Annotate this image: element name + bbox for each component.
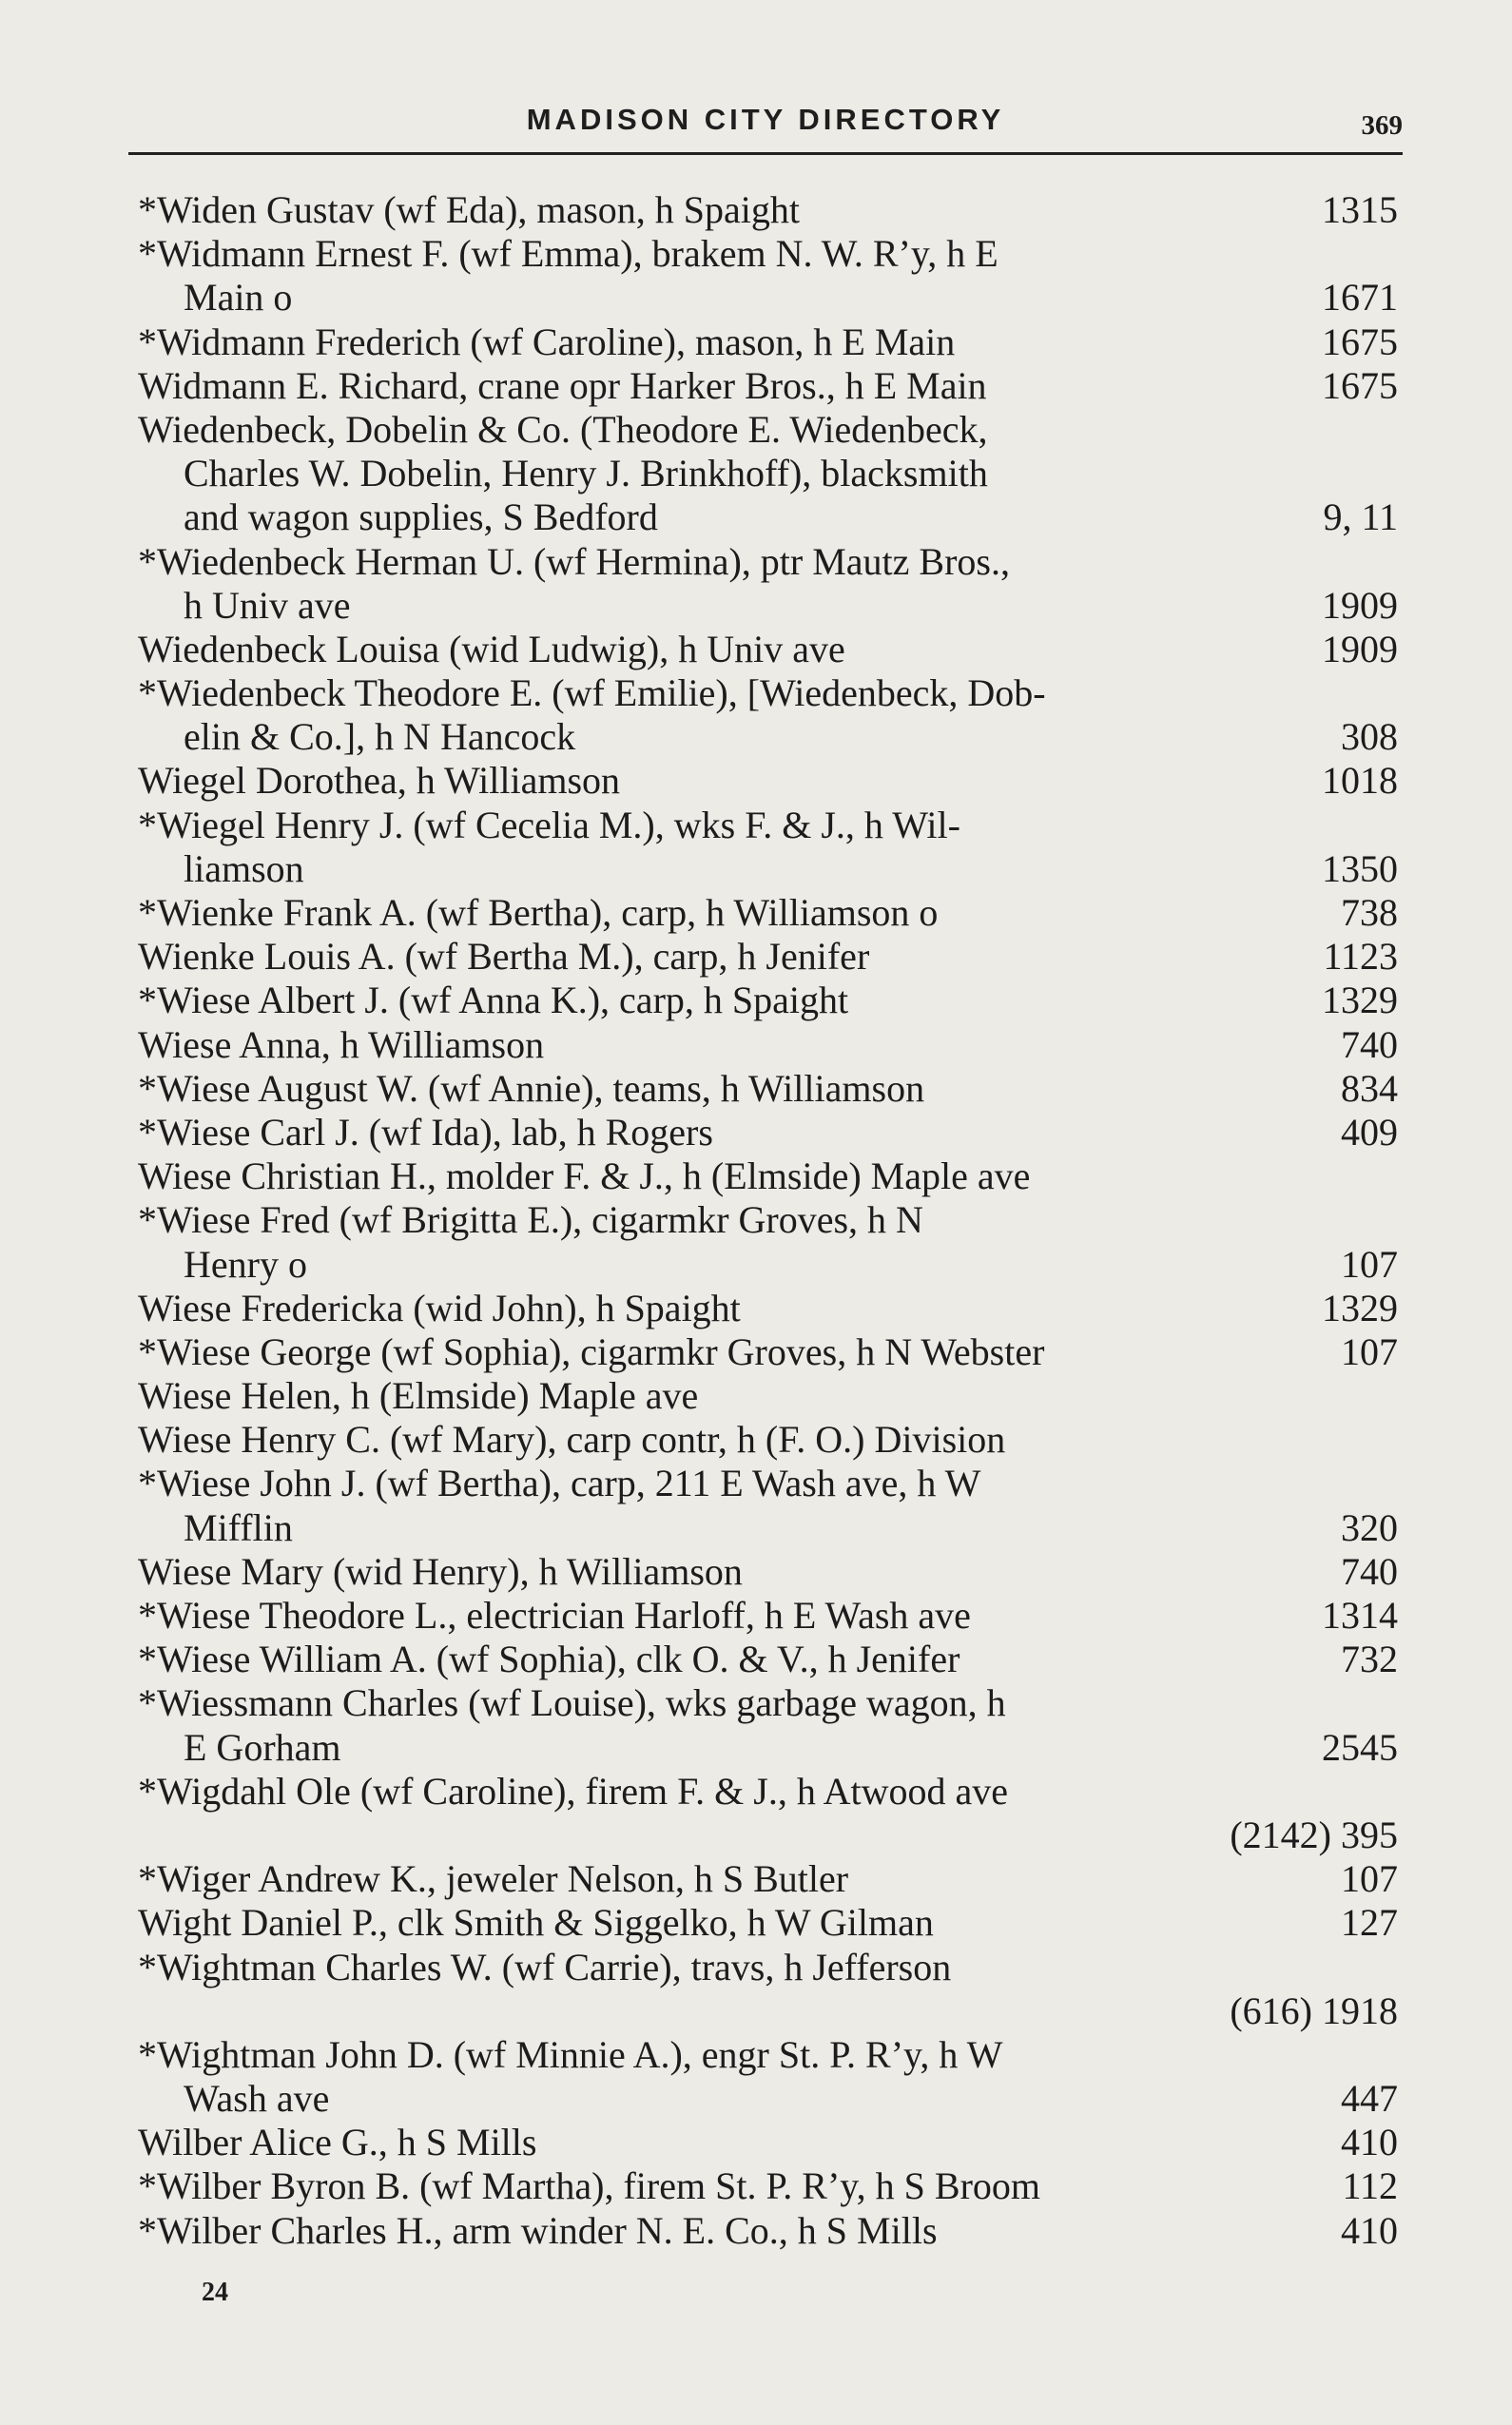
entry-house-number: 732 bbox=[1341, 1638, 1398, 1681]
entry-text: Wash ave bbox=[184, 2077, 330, 2121]
entry-house-number: 1675 bbox=[1322, 363, 1398, 407]
directory-entry-continuation bbox=[0, 847, 1512, 891]
entry-text: *Wiese John J. (wf Bertha), carp, 211 E Wash ave, h W bbox=[138, 1462, 981, 1505]
entry-text: Wienke Louis A. (wf Bertha M.), carp, h Jenifer bbox=[138, 935, 870, 979]
directory-entry-continuation bbox=[0, 452, 1512, 495]
entry-text: *Wiessmann Charles (wf Louise), wks garbage wagon, h bbox=[138, 1681, 1006, 1725]
directory-entry-continuation bbox=[0, 276, 1512, 320]
entry-house-number: 410 bbox=[1341, 2121, 1398, 2164]
entry-text: *Wightman John D. (wf Minnie A.), engr St. P. R’y, h W bbox=[138, 2032, 1003, 2076]
entry-text: Wiese Anna, h Williamson bbox=[138, 1022, 545, 1066]
running-title: MADISON CITY DIRECTORY bbox=[526, 103, 1005, 136]
entry-text: *Wiedenbeck Theodore E. (wf Emilie), [Wiedenbeck, Dob- bbox=[138, 671, 1046, 715]
entry-text: *Wiese Theodore L., electrician Harloff, h E Wash ave bbox=[138, 1594, 971, 1637]
entry-text: Wiese Henry C. (wf Mary), carp contr, h (F. O.) Division bbox=[138, 1418, 1006, 1462]
page-number: 369 bbox=[1361, 110, 1403, 141]
entry-house-number: 1909 bbox=[1322, 583, 1398, 627]
entry-text: liamson bbox=[184, 846, 304, 890]
entry-text: *Wiedenbeck Herman U. (wf Hermina), ptr Mautz Bros., bbox=[138, 539, 1010, 583]
entry-text: Widmann E. Richard, crane opr Harker Bros., h E Main bbox=[138, 363, 987, 407]
directory-entry bbox=[0, 628, 1512, 671]
entry-text: *Wiese Fred (wf Brigitta E.), cigarmkr Groves, h N bbox=[138, 1198, 923, 1242]
entry-text: Main o bbox=[184, 276, 293, 320]
entry-text: Wight Daniel P., clk Smith & Siggelko, h W Gilman bbox=[138, 1901, 934, 1945]
entry-text: Wiegel Dorothea, h Williamson bbox=[138, 759, 621, 803]
entry-text: E Gorham bbox=[184, 1725, 341, 1769]
entry-text: Wiese Christian H., molder F. & J., h (Elmside) Maple ave bbox=[138, 1154, 1031, 1198]
directory-entry-continuation bbox=[0, 1814, 1512, 1857]
entry-text: h Univ ave bbox=[184, 583, 351, 627]
directory-entry bbox=[0, 2209, 1512, 2253]
directory-entry bbox=[0, 1067, 1512, 1111]
entry-house-number: 112 bbox=[1342, 2164, 1398, 2208]
entry-house-number: 1675 bbox=[1322, 320, 1398, 363]
entry-text: *Wightman Charles W. (wf Carrie), travs, h Jefferson bbox=[138, 1945, 952, 1988]
entry-text: *Wiger Andrew K., jeweler Nelson, h S Butler bbox=[138, 1857, 849, 1901]
entry-house-number: 1329 bbox=[1322, 979, 1398, 1022]
entry-text: *Widmann Frederich (wf Caroline), mason, h E Main bbox=[138, 320, 956, 363]
entry-text: Wiese Fredericka (wid John), h Spaight bbox=[138, 1286, 741, 1329]
directory-entry bbox=[0, 1901, 1512, 1945]
entry-house-number: 1314 bbox=[1322, 1594, 1398, 1637]
entry-text: *Widen Gustav (wf Eda), mason, h Spaight bbox=[138, 188, 801, 231]
directory-entry bbox=[0, 540, 1512, 584]
directory-entry bbox=[0, 1770, 1512, 1814]
entry-house-number: (616) 1918 bbox=[1230, 1988, 1398, 2032]
directory-entry bbox=[0, 1374, 1512, 1418]
entry-house-number: 409 bbox=[1341, 1110, 1398, 1154]
directory-entries bbox=[0, 188, 1512, 2253]
directory-entry bbox=[0, 979, 1512, 1022]
entry-house-number: 107 bbox=[1341, 1329, 1398, 1373]
directory-entry bbox=[0, 1681, 1512, 1725]
entry-house-number: (2142) 395 bbox=[1230, 1813, 1398, 1856]
entry-text: Wiese Helen, h (Elmside) Maple ave bbox=[138, 1374, 699, 1418]
directory-entry-continuation bbox=[0, 584, 1512, 628]
directory-entry bbox=[0, 671, 1512, 715]
entry-house-number: 9, 11 bbox=[1323, 495, 1398, 539]
directory-entry-continuation bbox=[0, 715, 1512, 759]
directory-entry bbox=[0, 188, 1512, 232]
directory-entry bbox=[0, 1023, 1512, 1067]
entry-text: Mifflin bbox=[184, 1505, 293, 1549]
entry-text: Wiedenbeck, Dobelin & Co. (Theodore E. Wiedenbeck, bbox=[138, 407, 988, 451]
directory-entry bbox=[0, 2033, 1512, 2077]
directory-entry-continuation bbox=[0, 495, 1512, 539]
entry-house-number: 320 bbox=[1341, 1505, 1398, 1549]
directory-entry bbox=[0, 935, 1512, 979]
directory-entry bbox=[0, 759, 1512, 803]
entry-text: *Wiese William A. (wf Sophia), clk O. & V., h Jenifer bbox=[138, 1638, 960, 1681]
directory-entry bbox=[0, 1287, 1512, 1330]
entry-text: *Wilber Charles H., arm winder N. E. Co., h S Mills bbox=[138, 2208, 938, 2252]
directory-entry bbox=[0, 891, 1512, 935]
entry-text: elin & Co.], h N Hancock bbox=[184, 715, 576, 759]
entry-text: *Wiese Albert J. (wf Anna K.), carp, h Spaight bbox=[138, 979, 849, 1022]
directory-entry bbox=[0, 1418, 1512, 1462]
page-header bbox=[128, 99, 1403, 155]
signature-mark: 24 bbox=[202, 2278, 228, 2307]
entry-house-number: 127 bbox=[1341, 1901, 1398, 1945]
directory-entry bbox=[0, 232, 1512, 276]
entry-house-number: 1350 bbox=[1322, 846, 1398, 890]
entry-house-number: 107 bbox=[1341, 1242, 1398, 1286]
directory-entry-continuation bbox=[0, 1726, 1512, 1770]
entry-house-number: 738 bbox=[1341, 891, 1398, 934]
directory-entry bbox=[0, 408, 1512, 452]
entry-text: Wiedenbeck Louisa (wid Ludwig), h Univ ave bbox=[138, 627, 845, 670]
entry-text: *Wigdahl Ole (wf Caroline), firem F. & J., h Atwood ave bbox=[138, 1769, 1008, 1813]
entry-house-number: 1123 bbox=[1323, 935, 1398, 979]
entry-house-number: 107 bbox=[1341, 1857, 1398, 1901]
entry-house-number: 447 bbox=[1341, 2077, 1398, 2121]
entry-text: Wiese Mary (wid Henry), h Williamson bbox=[138, 1549, 743, 1593]
entry-house-number: 740 bbox=[1341, 1549, 1398, 1593]
directory-entry bbox=[0, 364, 1512, 408]
entry-house-number: 1329 bbox=[1322, 1286, 1398, 1329]
directory-entry bbox=[0, 1330, 1512, 1374]
entry-house-number: 1315 bbox=[1322, 188, 1398, 231]
entry-house-number: 2545 bbox=[1322, 1725, 1398, 1769]
directory-entry bbox=[0, 2164, 1512, 2208]
entry-text: *Wiese George (wf Sophia), cigarmkr Groves, h N Webster bbox=[138, 1329, 1045, 1373]
directory-entry bbox=[0, 1550, 1512, 1594]
directory-entry bbox=[0, 1462, 1512, 1505]
entry-house-number: 308 bbox=[1341, 715, 1398, 759]
directory-entry bbox=[0, 1857, 1512, 1901]
directory-entry bbox=[0, 804, 1512, 847]
directory-entry-continuation bbox=[0, 1506, 1512, 1550]
directory-entry bbox=[0, 320, 1512, 364]
entry-house-number: 1018 bbox=[1322, 759, 1398, 803]
directory-entry bbox=[0, 2121, 1512, 2164]
entry-text: *Wiese August W. (wf Annie), teams, h Williamson bbox=[138, 1066, 925, 1110]
entry-text: Wilber Alice G., h S Mills bbox=[138, 2121, 537, 2164]
entry-text: *Wiegel Henry J. (wf Cecelia M.), wks F. & J., h Wil- bbox=[138, 803, 960, 846]
entry-text: and wagon supplies, S Bedford bbox=[184, 495, 658, 539]
entry-text: *Wilber Byron B. (wf Martha), firem St. P. R’y, h S Broom bbox=[138, 2164, 1041, 2208]
entry-house-number: 1671 bbox=[1322, 276, 1398, 320]
directory-entry bbox=[0, 1111, 1512, 1154]
entry-text: *Widmann Ernest F. (wf Emma), brakem N. W. R’y, h E bbox=[138, 232, 998, 276]
directory-entry-continuation bbox=[0, 2077, 1512, 2121]
directory-entry-continuation bbox=[0, 1243, 1512, 1287]
entry-text: *Wienke Frank A. (wf Bertha), carp, h Williamson o bbox=[138, 891, 939, 934]
directory-entry-continuation bbox=[0, 1989, 1512, 2033]
entry-house-number: 740 bbox=[1341, 1022, 1398, 1066]
directory-entry bbox=[0, 1638, 1512, 1681]
entry-house-number: 1909 bbox=[1322, 627, 1398, 670]
entry-text: *Wiese Carl J. (wf Ida), lab, h Rogers bbox=[138, 1110, 713, 1154]
entry-house-number: 410 bbox=[1341, 2208, 1398, 2252]
entry-text: Charles W. Dobelin, Henry J. Brinkhoff), blacksmith bbox=[184, 452, 988, 495]
entry-house-number: 834 bbox=[1341, 1066, 1398, 1110]
directory-entry bbox=[0, 1154, 1512, 1198]
directory-entry bbox=[0, 1198, 1512, 1242]
entry-text: Henry o bbox=[184, 1242, 307, 1286]
directory-entry bbox=[0, 1594, 1512, 1638]
directory-entry bbox=[0, 1946, 1512, 1989]
